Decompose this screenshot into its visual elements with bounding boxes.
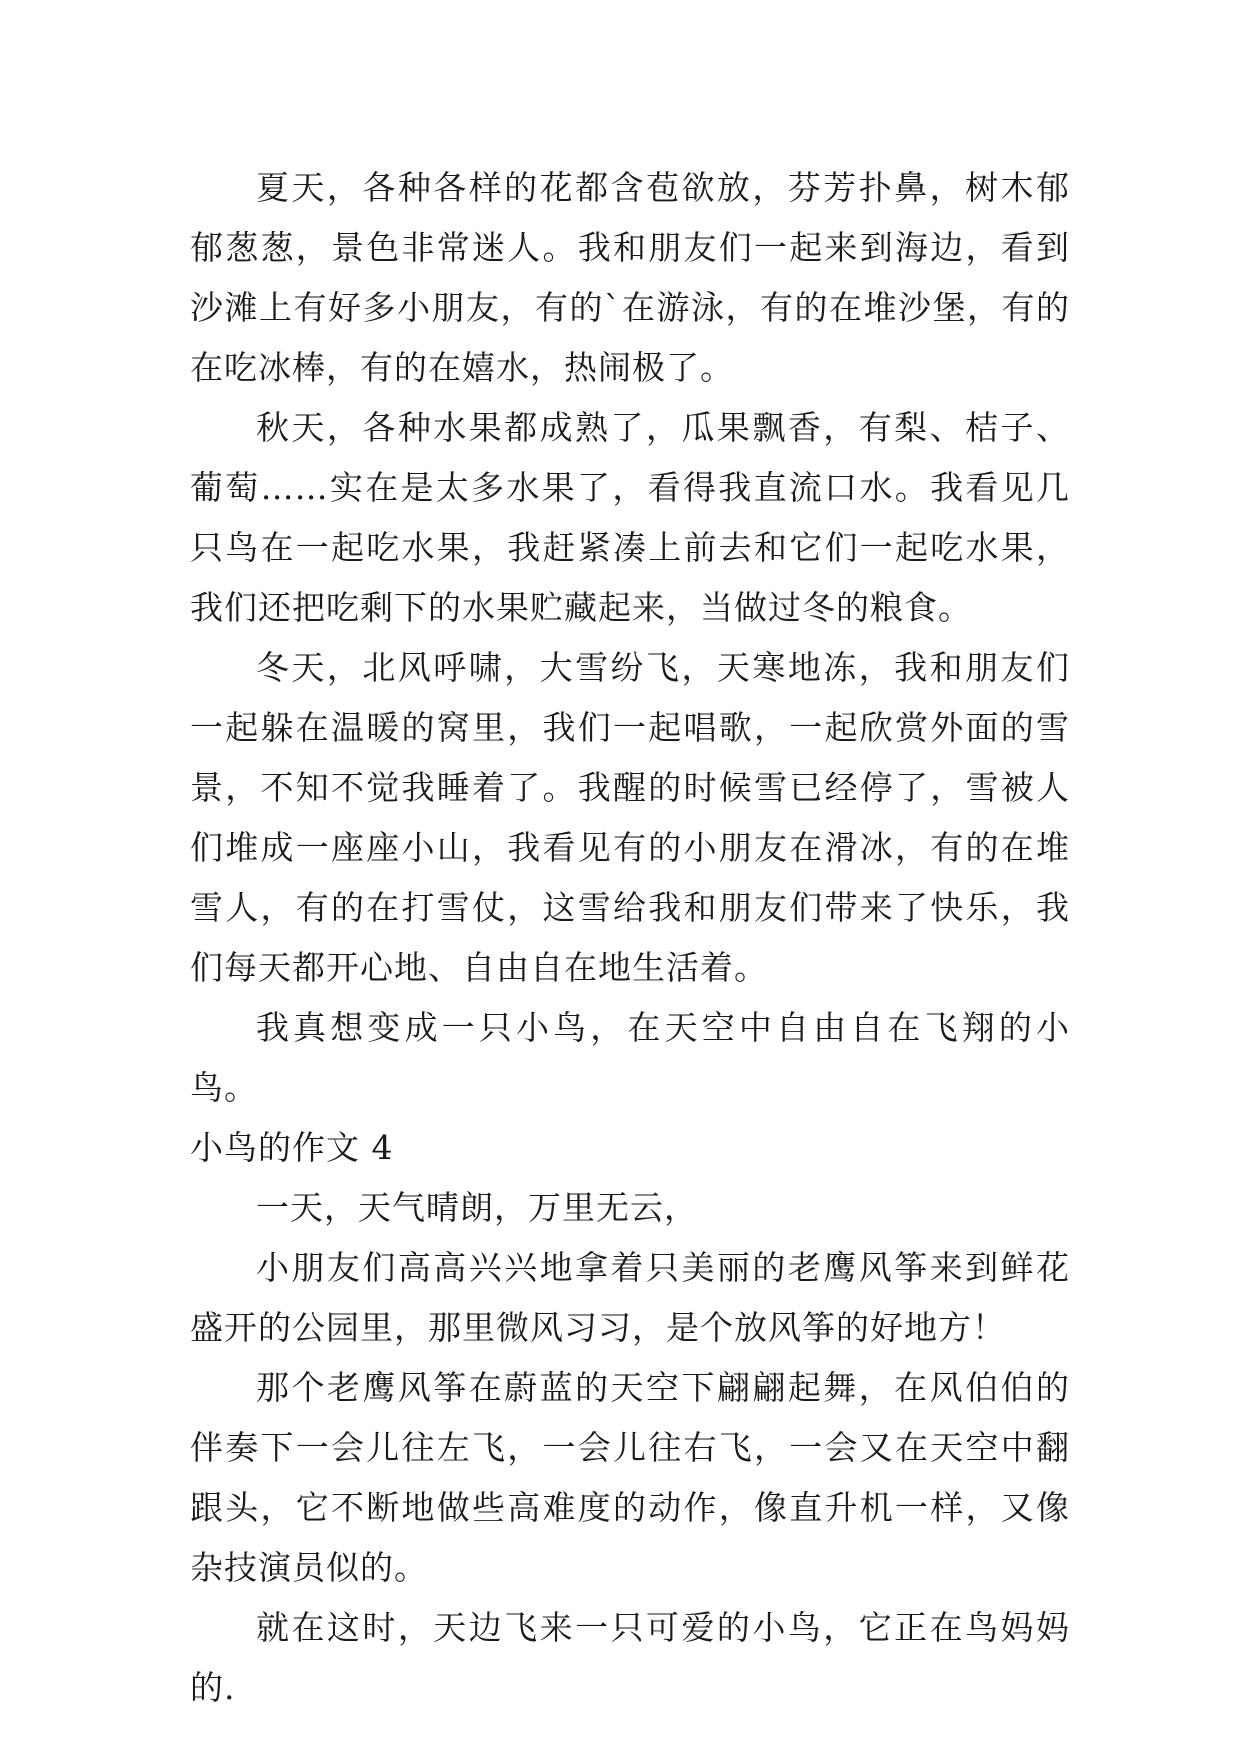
paragraph-wish: 我真想变成一只小鸟，在天空中自由自在飞翔的小鸟。 [190,1008,1070,1107]
paragraph-summer: 夏天，各种各样的花都含苞欲放，芬芳扑鼻，树木郁郁葱葱，景色非常迷人。我和朋友们一起来到海边，看到沙滩上有好多小朋友，有的`在游泳，有的在堆沙堡，有的在吃冰棒，有的在嬉水，热闹极了。 [190,168,1070,387]
document-body [190,158,1070,1718]
paragraph-autumn: 秋天，各种水果都成熟了，瓜果飘香，有梨、桔子、葡萄……实在是太多水果了，看得我直流口水。我看见几只鸟在一起吃水果，我赶紧凑上前去和它们一起吃水果，我们还把吃剩下的水果贮藏起来，当做过冬的粮食。 [190,408,1070,627]
paragraph-winter: 冬天，北风呼啸，大雪纷飞，天寒地冻，我和朋友们一起躲在温暖的窝里，我们一起唱歌，一起欣赏外面的雪景，不知不觉我睡着了。我醒的时候雪已经停了，雪被人们堆成一座座小山，我看见有的小朋友在滑冰，有的在堆雪人，有的在打雪仗，这雪给我和朋友们带来了快乐，我们每天都开心地、自由自在地生活着。 [190,648,1070,987]
paragraph-kite-dance: 那个老鹰风筝在蔚蓝的天空下翩翩起舞，在风伯伯的伴奏下一会儿往左飞，一会儿往右飞，一会又在天空中翻跟头，它不断地做些高难度的动作，像直升机一样，又像杂技演员似的。 [190,1368,1070,1587]
section-title: 小鸟的作文 4 [190,1128,394,1167]
paragraph-weather: 一天，天气晴朗，万里无云， [256,1188,698,1227]
paragraph-bird-arrives: 就在这时，天边飞来一只可爱的小鸟，它正在鸟妈妈的. [190,1608,1070,1707]
paragraph-kite-park: 小朋友们高高兴兴地拿着只美丽的老鹰风筝来到鲜花盛开的公园里，那里微风习习，是个放风筝的好地方！ [190,1248,1070,1347]
